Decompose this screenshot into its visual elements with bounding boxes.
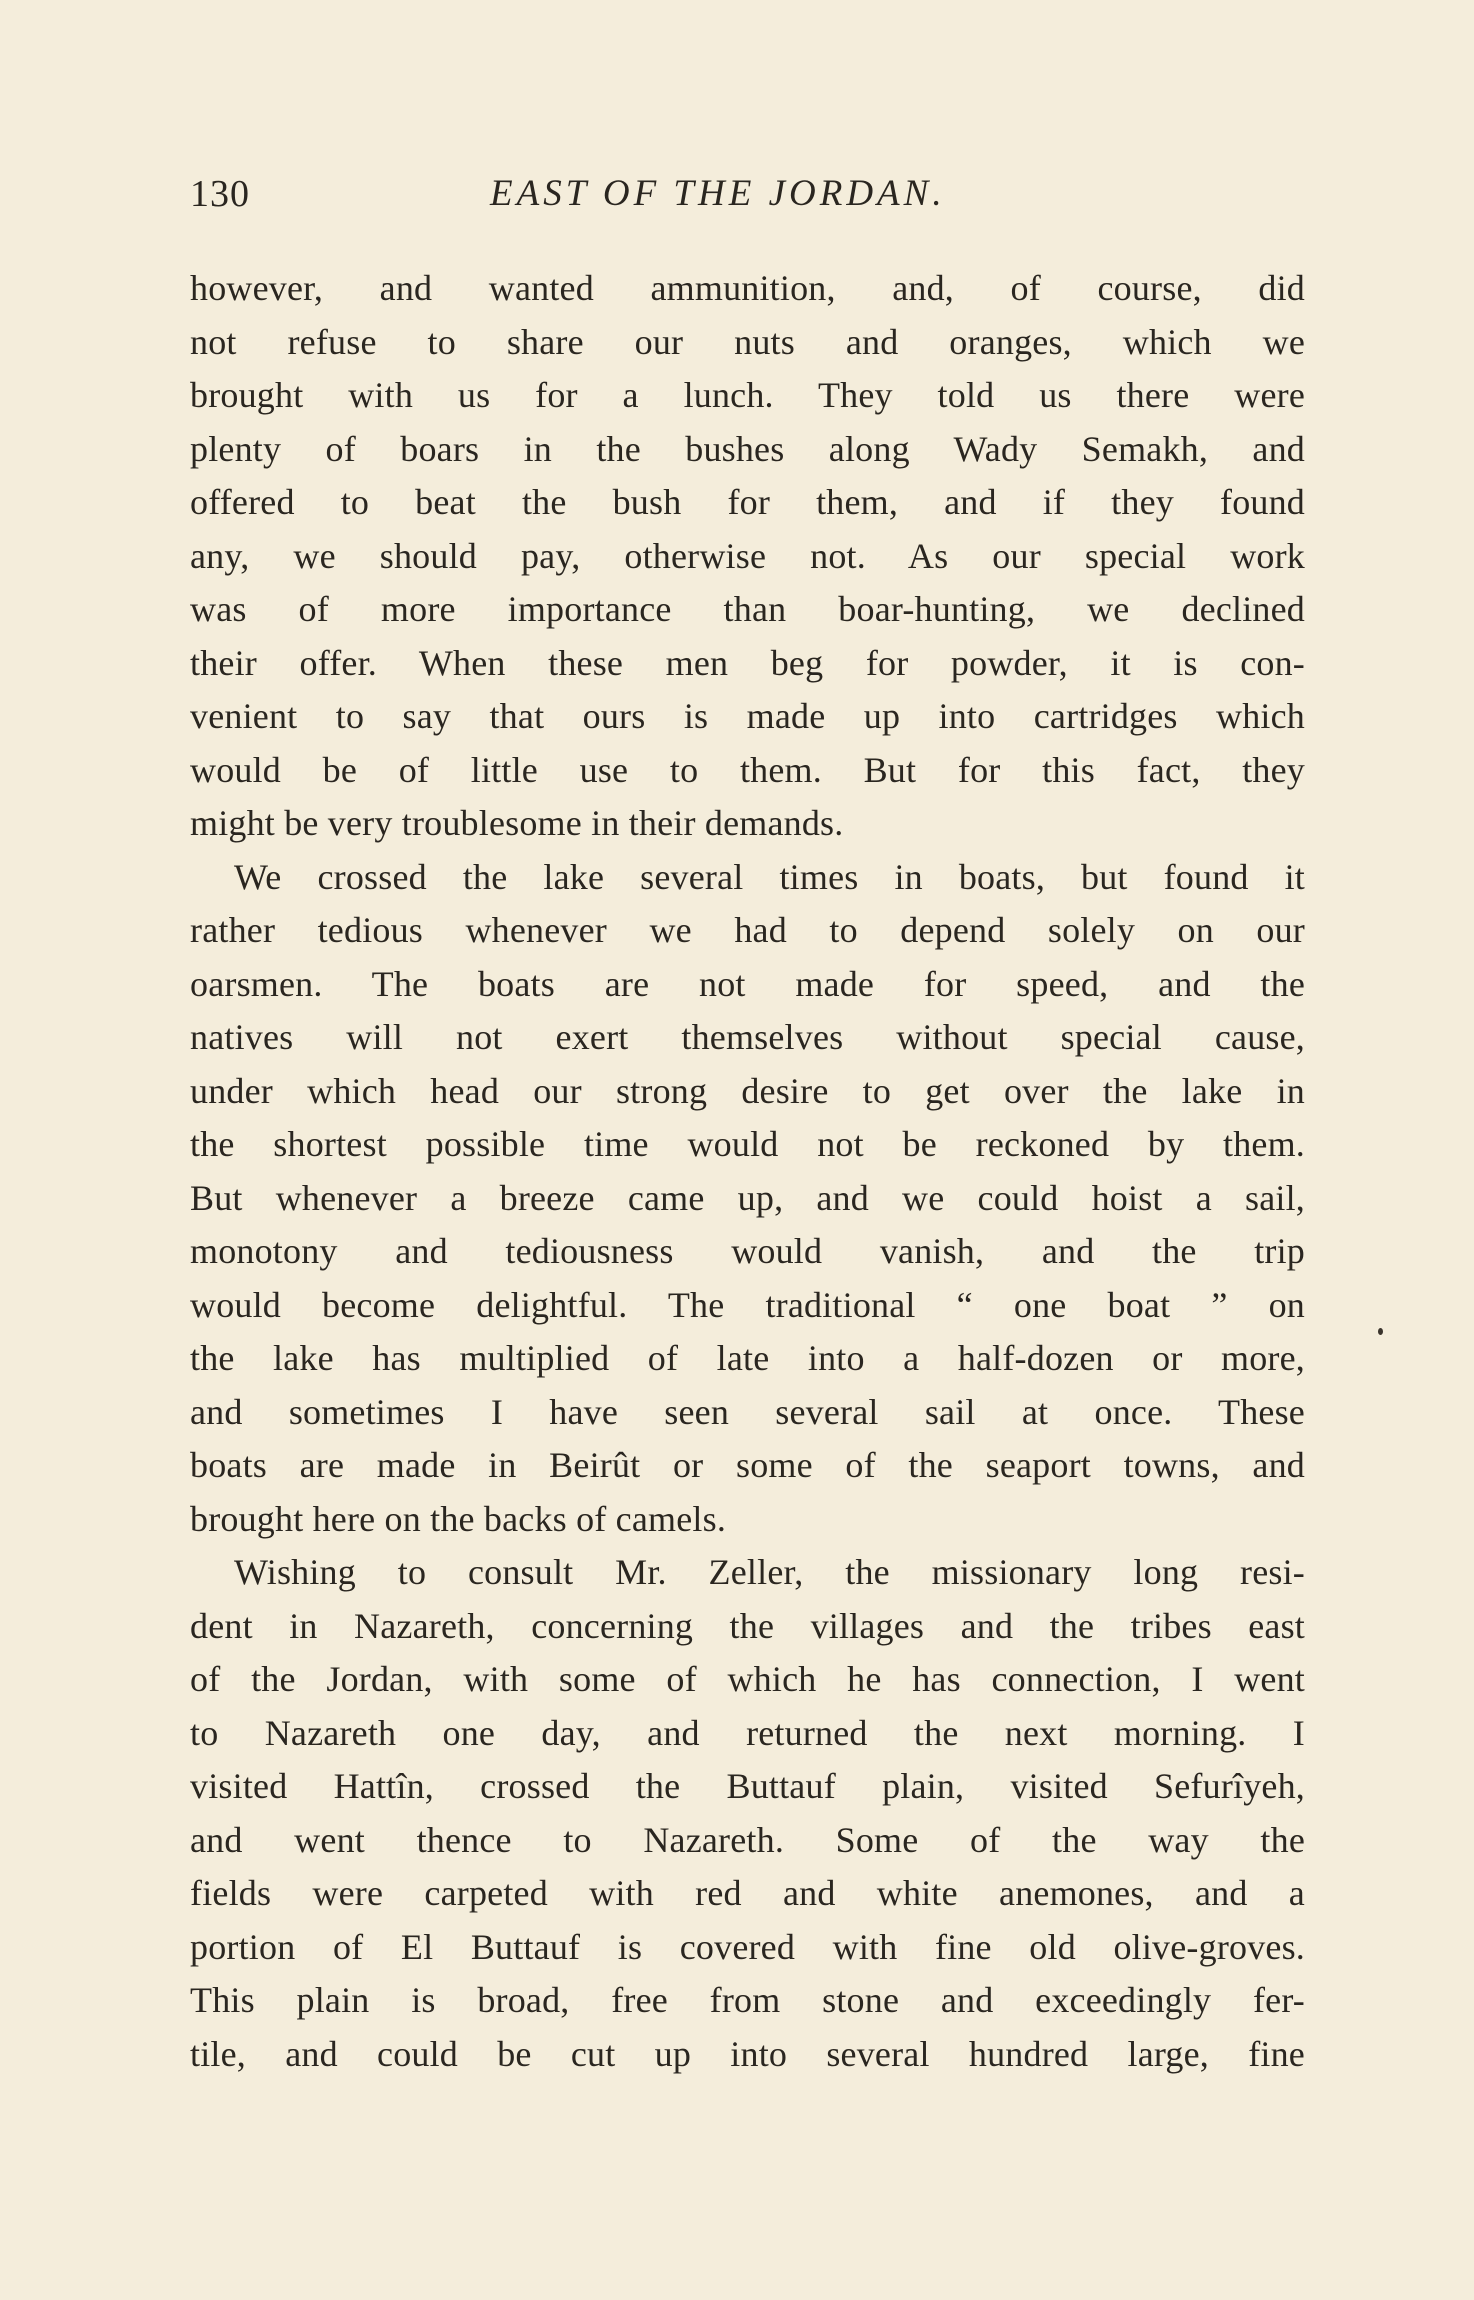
body-text <box>190 262 1305 2081</box>
text-line: dent in Nazareth, concerning the villages and the tribes east <box>190 1605 1305 1646</box>
text-line: natives will not exert themselves without special cause, <box>190 1017 1305 1057</box>
text-line: visited Hattîn, crossed the Buttauf plain, visited Sefurîyeh, <box>190 1766 1305 1806</box>
text-line: But whenever a breeze came up, and we could hoist a sail, <box>190 1177 1305 1218</box>
text-line: not refuse to share our nuts and oranges, which we <box>190 321 1305 362</box>
running-head <box>190 172 1305 222</box>
text-line: would be of little use to them. But for this fact, they <box>190 749 1305 790</box>
text-line: under which head our strong desire to get over the lake in <box>190 1070 1305 1111</box>
text-line: however, and wanted ammunition, and, of course, did <box>190 268 1305 308</box>
paragraph-first-line: We crossed the lake several times in boats, but found it <box>234 856 1305 897</box>
page-number: 130 <box>190 173 250 215</box>
text-line: would become delightful. The traditional “ one boat ” on <box>190 1284 1305 1325</box>
text-line: the shortest possible time would not be reckoned by them. <box>190 1124 1305 1164</box>
paragraph-first-line: Wishing to consult Mr. Zeller, the missionary long resi- <box>234 1552 1305 1592</box>
text-line: was of more importance than boar-hunting, we declined <box>190 589 1305 629</box>
text-line: tile, and could be cut up into several hundred large, fine <box>190 2033 1305 2074</box>
text-line: brought with us for a lunch. They told us there were <box>190 375 1305 415</box>
text-line: portion of El Buttauf is covered with fine old olive-groves. <box>190 1926 1305 1967</box>
text-line: any, we should pay, otherwise not. As our special work <box>190 535 1305 576</box>
text-line: monotony and tediousness would vanish, and the trip <box>190 1231 1305 1271</box>
text-line: boats are made in Beirût or some of the seaport towns, and <box>190 1445 1305 1485</box>
text-line: plenty of boars in the bushes along Wady Semakh, and <box>190 428 1305 469</box>
text-line: the lake has multiplied of late into a half-dozen or more, <box>190 1338 1305 1378</box>
text-line: This plain is broad, free from stone and exceedingly fer- <box>190 1980 1305 2020</box>
text-line: oarsmen. The boats are not made for speed, and the <box>190 963 1305 1004</box>
text-line: of the Jordan, with some of which he has connection, I went <box>190 1659 1305 1699</box>
text-line: rather tedious whenever we had to depend solely on our <box>190 910 1305 950</box>
text-line: offered to beat the bush for them, and if they found <box>190 482 1305 522</box>
text-line: to Nazareth one day, and returned the next morning. I <box>190 1712 1305 1753</box>
text-line: fields were carpeted with red and white anemones, and a <box>190 1873 1305 1913</box>
text-line: their offer. When these men beg for powder, it is con- <box>190 642 1305 683</box>
text-line: and went thence to Nazareth. Some of the way the <box>190 1819 1305 1860</box>
text-line: venient to say that ours is made up into cartridges which <box>190 696 1305 736</box>
ink-speck <box>1378 1328 1383 1335</box>
paragraph-last-line: brought here on the backs of camels. <box>190 1498 727 1539</box>
text-line: and sometimes I have seen several sail at once. These <box>190 1391 1305 1432</box>
paragraph-last-line: might be very troublesome in their demands. <box>190 803 844 843</box>
running-title: EAST OF THE JORDAN. <box>490 173 946 214</box>
